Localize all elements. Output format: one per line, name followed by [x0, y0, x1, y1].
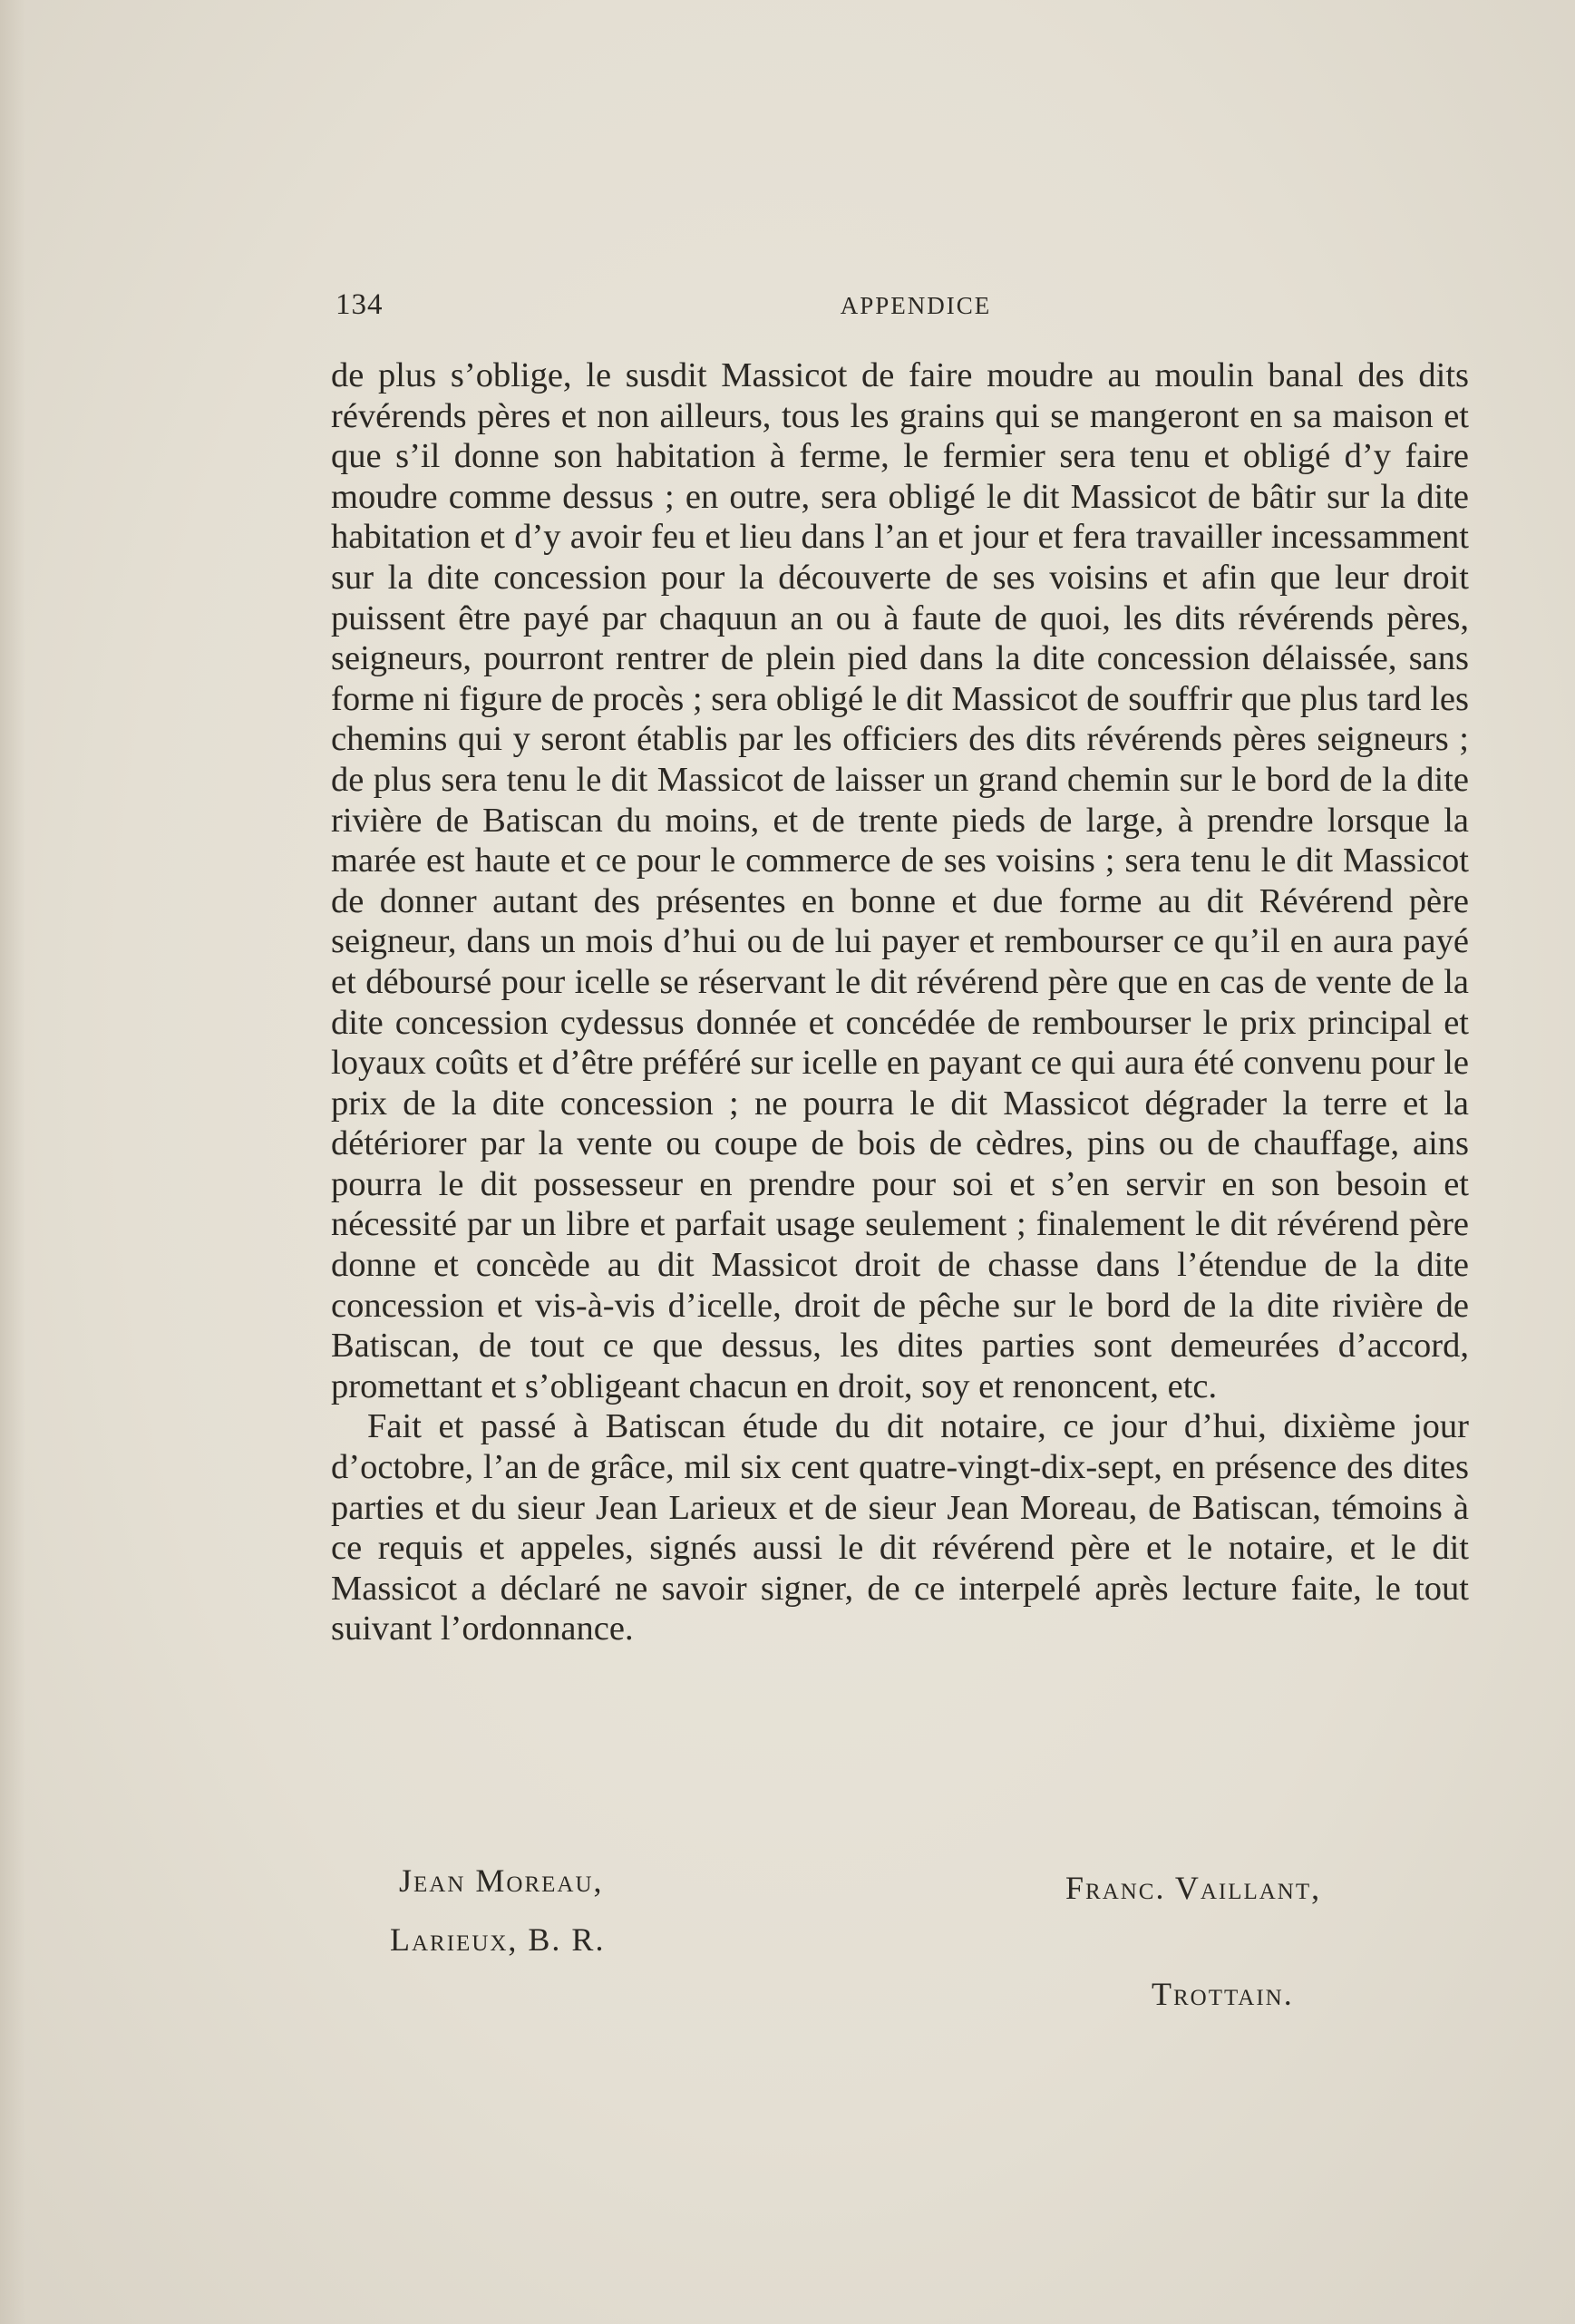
page-gutter-shadow: [0, 0, 25, 2324]
paragraph-1: de plus s’oblige, le susdit Massicot de faire moudre au moulin banal des dits révérends pères et non ailleurs, tous les grains qui se mangeront en sa maison et que s’il donne son habitation à ferme, le fermier sera tenu et obligé d’y faire moudre comme dessus ; en outre, sera obligé le dit Massicot de bâtir sur la dite habitation et d’y avoir feu et lieu dans l’an et jour et fera travailler incessamment sur la dite concession pour la découverte de ses voisins et afin que leur droit puissent être payé par chaquun an ou à faute de quoi, les dits révérends pères, seigneurs, pourront rentrer de plein pied dans la dite concession délaissée, sans forme ni figure de procès ; sera obligé le dit Massicot de souffrir que plus tard les chemins qui y seront établis par les officiers des dits révérends pères seigneurs ; de plus sera tenu le dit Massicot de laisser un grand chemin sur le bord de la dite rivière de Batiscan du moins, et de trente pieds de large, à prendre lorsque la marée est haute et ce pour le commerce de ses voisins ; sera tenu le dit Massicot de donner autant des présentes en bonne et due forme au dit Révérend père seigneur, dans un mois d’hui ou de lui payer et rembourser ce qu’il en aura payé et déboursé pour icelle se réservant le dit révérend père que en cas de vente de la dite concession cydessus donnée et concédée de rembourser le prix principal et loyaux coûts et d’être préféré sur icelle en payant ce qui aura été convenu pour le prix de la dite concession ; ne pourra le dit Massicot dégrader la terre et la détériorer par la vente ou coupe de bois de cèdres, pins ou de chauffage, ains pourra le dit possesseur en prendre pour soi et s’en servir en son besoin et nécessité par un libre et parfait usage seulement ; finalement le dit révérend père donne et concède au dit Massicot droit de chasse dans l’étendue de la dite concession et vis-à-vis d’icelle, droit de pêche sur le bord de la dite rivière de Batiscan, de tout ce que dessus, les dites parties sont demeurées d’accord, promettant et s’obligeant chacun en droit, soy et renoncent, etc.: [331, 356, 1469, 1405]
signature-trottain: Trottain.: [1152, 1976, 1294, 2012]
running-title: APPENDICE: [840, 292, 992, 319]
signature-jean-moreau: Jean Moreau,: [399, 1862, 604, 1899]
page-header: [331, 288, 1464, 334]
main-text: [331, 355, 1469, 1649]
paragraph-2: Fait et passé à Batiscan étude du dit notaire, ce jour d’hui, dixième jour d’octobre, l’an de grâce, mil six cent quatre-vingt-dix-sept, en présence des dites parties et du sieur Jean Larieux et de sieur Jean Moreau, de Batiscan, témoins à ce requis et appeles, signés aussi le dit révérend père et le notaire, et le dit Massicot a déclaré ne savoir signer, de ce interpelé après lecture faite, le tout suivant l’ordonnance.: [331, 1407, 1469, 1648]
signature-larieux: Larieux, B. R.: [390, 1921, 606, 1958]
page-number: 134: [335, 288, 384, 321]
signature-franc-vaillant: Franc. Vaillant,: [1065, 1870, 1322, 1906]
